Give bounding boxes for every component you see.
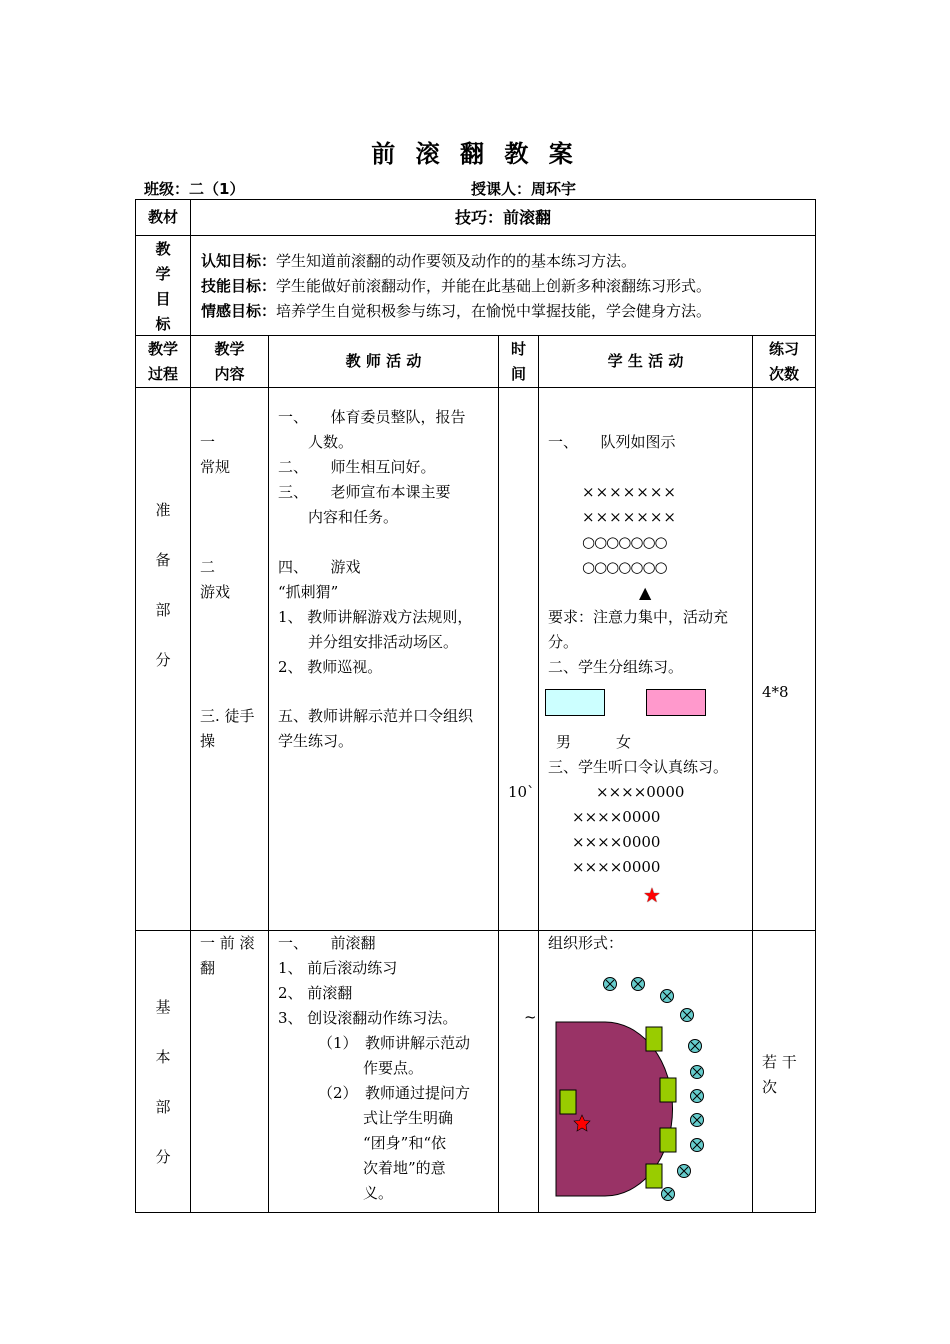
prep-content-3: 二 xyxy=(200,558,216,576)
student-marker xyxy=(632,978,645,991)
prep-content-2: 常规 xyxy=(200,458,231,476)
teacher-label: 授课人：周环宇 xyxy=(471,180,577,198)
basic-teacher-line: “团身”和“依 xyxy=(318,1134,447,1152)
prep-teacher-line: 人数。 xyxy=(278,433,354,451)
material-value: 技巧：前滚翻 xyxy=(454,208,551,227)
student-marker xyxy=(689,1040,702,1053)
goal-skill: 技能目标：学生能做好前滚翻动作，并能在此基础上创新多种滚翻练习形式。 xyxy=(201,277,712,295)
basic-teacher-line: 作要点。 xyxy=(318,1059,424,1077)
student-marker xyxy=(662,1188,675,1201)
basic-process-4: 分 xyxy=(155,1148,171,1166)
mat-marker xyxy=(646,1164,662,1188)
drill-row: ××××0000 xyxy=(572,858,661,876)
prep-student-line: 三、学生听口令认真练习。 xyxy=(548,758,729,776)
basic-teacher-line: 1、 前后滚动练习 xyxy=(278,959,398,977)
prep-count: 4*8 xyxy=(762,683,789,701)
prep-teacher-line: 四、 游戏 xyxy=(278,558,361,576)
goals-label-2: 学 xyxy=(155,265,171,283)
boy-label: 男 xyxy=(556,733,572,751)
prep-teacher-line: 并分组安排活动场区。 xyxy=(278,633,459,651)
student-marker xyxy=(678,1165,691,1178)
prep-teacher-line: 学生练习。 xyxy=(278,732,354,750)
prep-teacher-line: 三、 老师宣布本课主要 xyxy=(278,483,451,501)
student-marker xyxy=(681,1009,694,1022)
col-time-2: 间 xyxy=(510,365,526,383)
col-content-2: 内容 xyxy=(214,365,245,383)
basic-teacher-line: 式让学生明确 xyxy=(318,1109,454,1127)
basic-teacher-line: 义。 xyxy=(318,1184,394,1202)
boys-area xyxy=(545,689,605,716)
prep-teacher-line: “抓刺猬” xyxy=(278,583,339,601)
student-marker xyxy=(691,1139,704,1152)
basic-teacher-line: 一、 前滚翻 xyxy=(278,934,376,952)
mat-marker xyxy=(646,1027,662,1051)
material-label: 教材 xyxy=(147,208,178,226)
girls-area xyxy=(646,689,706,716)
mat-marker xyxy=(660,1078,676,1102)
goal-cognitive: 认知目标：学生知道前滚翻的动作要领及动作的的基本练习方法。 xyxy=(201,252,637,270)
col-teacher: 教 师 活 动 xyxy=(345,352,422,370)
prep-teacher-line: 内容和任务。 xyxy=(278,508,399,526)
formation-row: ××××××× xyxy=(582,483,677,501)
basic-teacher-line: 2、 前滚翻 xyxy=(278,984,353,1002)
basic-teacher-line: 次着地”的意 xyxy=(318,1159,446,1177)
student-marker xyxy=(691,1066,704,1079)
prep-process-4: 分 xyxy=(155,651,171,669)
prep-content-1: 一 xyxy=(200,433,216,451)
goals-label-4: 标 xyxy=(155,315,171,333)
prep-student-line: 分。 xyxy=(548,633,579,651)
girl-label: 女 xyxy=(616,733,632,751)
basic-content-2: 翻 xyxy=(200,959,216,977)
prep-process-1: 准 xyxy=(155,501,171,519)
col-content-1: 教学 xyxy=(214,340,245,358)
basic-process-3: 部 xyxy=(155,1098,171,1116)
basic-teacher-line: （2） 教师通过提问方 xyxy=(318,1084,471,1102)
prep-teacher-line: 1、 教师讲解游戏方法规则， xyxy=(278,608,473,626)
prep-student-line: 二、学生分组练习。 xyxy=(548,658,684,676)
basic-student-title: 组织形式： xyxy=(548,934,624,952)
prep-teacher-line: 五、教师讲解示范并口令组织 xyxy=(278,707,474,725)
basic-process-1: 基 xyxy=(155,998,171,1016)
goal-emotion: 情感目标：培养学生自觉积极参与练习，在愉悦中掌握技能，学会健身方法。 xyxy=(201,302,712,320)
page-title: 前 滚 翻 教 案 xyxy=(371,140,579,168)
basic-teacher-line: 3、 创设滚翻动作练习法。 xyxy=(278,1009,458,1027)
prep-teacher-line: 2、 教师巡视。 xyxy=(278,658,383,676)
formation-row: ○○○○○○○ xyxy=(582,533,667,551)
basic-content-1: 一 前 滚 xyxy=(200,934,255,952)
formation-row: ○○○○○○○ xyxy=(582,558,667,576)
prep-student-line: 要求：注意力集中，活动充 xyxy=(548,608,729,626)
prep-process-2: 备 xyxy=(155,551,171,569)
student-marker xyxy=(691,1090,704,1103)
formation-row: ××××××× xyxy=(582,508,677,526)
student-marker xyxy=(604,978,617,991)
prep-content-4: 游戏 xyxy=(200,583,231,601)
col-student: 学 生 活 动 xyxy=(607,352,684,370)
drill-row: ××××0000 xyxy=(572,833,661,851)
prep-content-6: 操 xyxy=(200,732,216,750)
prep-teacher-line: 二、 师生相互问好。 xyxy=(278,458,436,476)
drill-row: ××××0000 xyxy=(572,808,661,826)
basic-count-1: 若 干 xyxy=(762,1053,797,1071)
col-count-2: 次数 xyxy=(768,365,799,383)
col-process-1: 教学 xyxy=(147,340,178,358)
goals-label-1: 教 xyxy=(155,240,171,258)
col-time-1: 时 xyxy=(510,340,526,358)
student-marker xyxy=(661,990,674,1003)
student-marker xyxy=(691,1114,704,1127)
basic-teacher-line: （1） 教师讲解示范动 xyxy=(318,1034,471,1052)
prep-time: 10` xyxy=(508,783,535,801)
star-icon: ★ xyxy=(643,883,661,907)
triangle-icon: ▲ xyxy=(639,583,652,602)
basic-time: ~ xyxy=(524,1008,537,1026)
drill-row: ××××0000 xyxy=(596,783,685,801)
prep-student-line: 一、 队列如图示 xyxy=(548,433,676,451)
organization-diagram xyxy=(540,960,750,1210)
basic-process-2: 本 xyxy=(155,1048,171,1066)
prep-content-5: 三. 徒手 xyxy=(200,707,255,725)
prep-process-3: 部 xyxy=(155,601,171,619)
goals-label-3: 目 xyxy=(155,290,171,308)
prep-teacher-line: 一、 体育委员整队，报告 xyxy=(278,408,466,426)
col-process-2: 过程 xyxy=(147,365,178,383)
mat-marker xyxy=(560,1090,576,1114)
class-label: 班级：二（1） xyxy=(144,180,245,198)
col-count-1: 练习 xyxy=(768,340,799,358)
mat-marker xyxy=(660,1128,676,1152)
basic-count-2: 次 xyxy=(762,1078,778,1096)
